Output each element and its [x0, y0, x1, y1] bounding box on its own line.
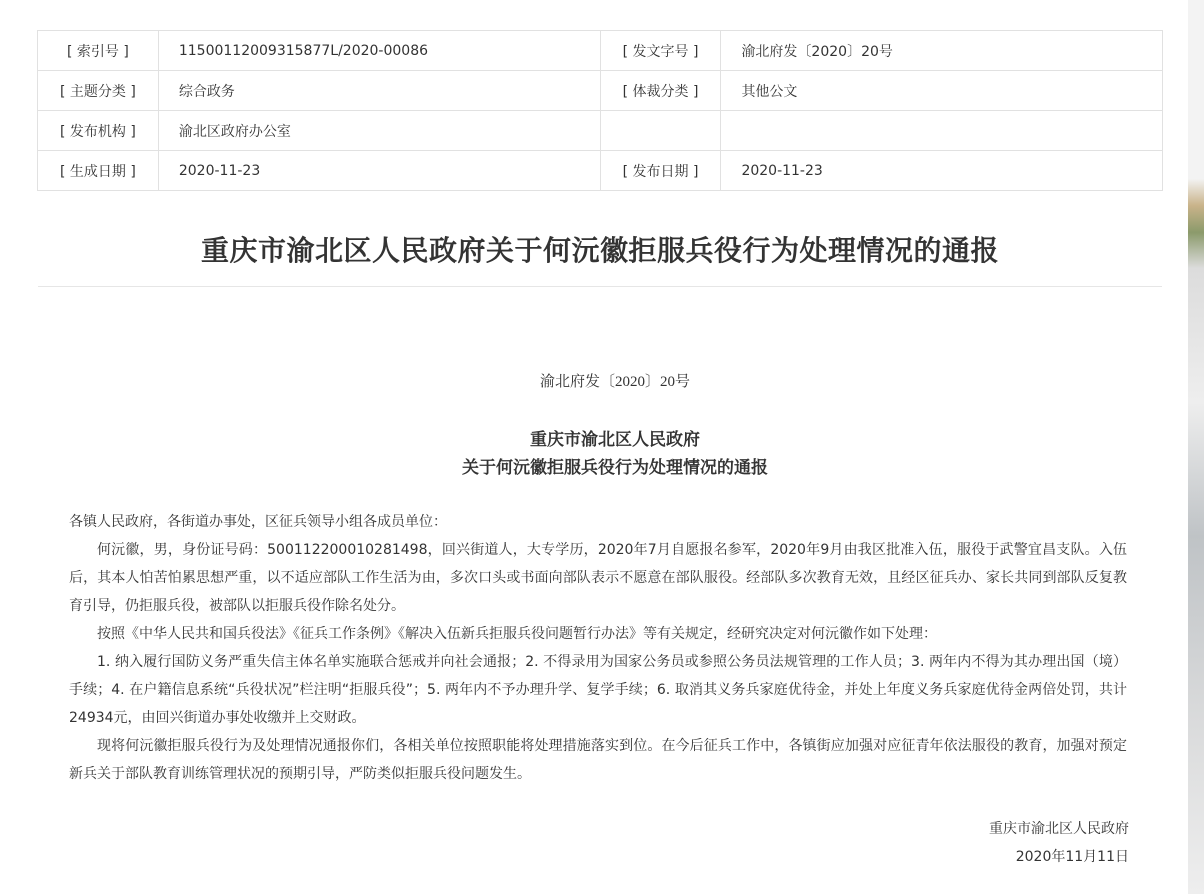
genre-category-value: 其他公文 [721, 71, 1163, 111]
body-paragraph: 现将何沅徽拒服兵役行为及处理情况通报你们，各相关单位按照职能将处理措施落实到位。在今后征兵工作中，各镇街应加强对应征青年依法服役的教育，加强对预定新兵关于部队教育训练管理状况的预期引导，严防类似拒服兵役问题发生。 [69, 738, 1127, 782]
info-row [38, 31, 1163, 71]
info-row [38, 151, 1163, 191]
body-paragraph: 何沅徽，男，身份证号码：500112200010281498，回兴街道人，大专学历，2020年7月自愿报名参军，2020年9月由我区批准入伍，服役于武警宜昌支队。入伍后，其本人怕苦怕累思想严重，以不适应部队工作生活为由，多次口头或书面向部队表示不愿意在部队服役。经部队多次教育无效，且经区征兵办、家长共同到部队反复教育引导，仍拒服兵役，被部队以拒服兵役作除名处分。 [69, 542, 1127, 614]
published-date-label: [ 发布日期 ] [600, 151, 721, 191]
document-number-value: 渝北府发〔2020〕20号 [721, 31, 1163, 71]
index-number-label: [ 索引号 ] [38, 31, 159, 71]
index-number-value: 11500112009315877L/2020-00086 [158, 31, 600, 71]
title-divider [38, 286, 1162, 287]
info-row [38, 71, 1163, 111]
document-body [69, 508, 1127, 788]
page-title: 重庆市渝北区人民政府关于何沅徽拒服兵役行为处理情况的通报 [200, 234, 999, 267]
document-heading-issuer: 重庆市渝北区人民政府 [530, 430, 700, 450]
body-paragraph: 1. 纳入履行国防义务严重失信主体名单实施联合惩戒并向社会通报；2. 不得录用为国家公务员或参照公务员法规管理的工作人员；3. 两年内不得为其办理出国（境）手续；4. 在户籍信息系统“兵役状况”栏注明“拒服兵役”；5. 两年内不予办理升学、复学手续；6. 取消其义务兵家庭优待金，并处上年度义务兵家庭优待金两倍处罚，共计24934元，由回兴街道办事处收缴并上交财政。 [69, 654, 1127, 726]
addressee: 各镇人民政府，各街道办事处，区征兵领导小组各成员单位： [69, 514, 447, 530]
topic-category-value: 综合政务 [158, 71, 600, 111]
issuing-agency-label: [ 发布机构 ] [38, 111, 159, 151]
signature-issuer: 重庆市渝北区人民政府 [989, 821, 1129, 837]
document-number: 渝北府发〔2020〕20号 [539, 374, 690, 390]
genre-category-label: [ 体裁分类 ] [600, 71, 721, 111]
topic-category-label: [ 主题分类 ] [38, 71, 159, 111]
document-heading-subject: 关于何沅徽拒服兵役行为处理情况的通报 [462, 458, 768, 478]
body-paragraph: 按照《中华人民共和国兵役法》《征兵工作条例》《解决入伍新兵拒服兵役问题暂行办法》等有关规定，经研究决定对何沅徽作如下处理： [97, 626, 937, 642]
info-row [38, 111, 1163, 151]
empty-label-cell [600, 111, 721, 151]
created-date-label: [ 生成日期 ] [38, 151, 159, 191]
created-date-value: 2020-11-23 [158, 151, 600, 191]
document-number-label: [ 发文字号 ] [600, 31, 721, 71]
published-date-value: 2020-11-23 [721, 151, 1163, 191]
signature-date: 2020年11月11日 [1015, 849, 1129, 865]
document-info-table [37, 30, 1163, 191]
empty-value-cell [721, 111, 1163, 151]
issuing-agency-value: 渝北区政府办公室 [158, 111, 600, 151]
